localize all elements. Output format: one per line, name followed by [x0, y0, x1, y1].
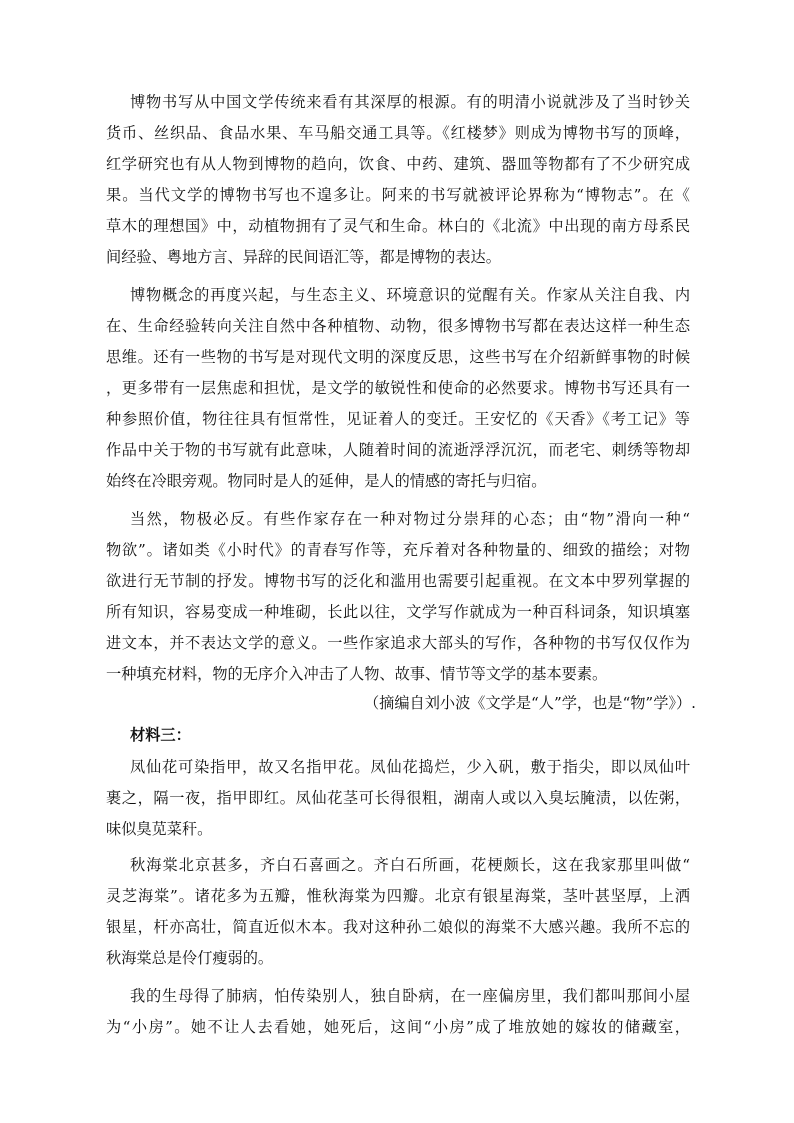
text-line: 秋海棠总是伶仃瘦弱的。	[106, 949, 274, 967]
attribution: （摘编自刘小波《文学是“人”学，也是“物”学》）.	[363, 694, 696, 712]
text-line: 当然，物极必反。有些作家存在一种对物过分崇拜的心态；由“物”滑向一种“	[130, 510, 690, 528]
text-line: 物欲”。诸如类《小时代》的青春写作等，充斥着对各种物量的、细致的描绘；对物	[106, 541, 690, 559]
text-line: 味似臭苋菜秆。	[106, 820, 213, 838]
text-line: 一种填充材料，物的无序介入冲击了人物、故事、情节等文学的基本要素。	[106, 665, 608, 683]
text-line: 红学研究也有从人物到博物的趋向，饮食、中药、建筑、器皿等物都有了不少研究成	[106, 155, 690, 173]
text-line: 欲进行无节制的抒发。博物书写的泛化和滥用也需要引起重视。在文本中罗列掌握的	[106, 572, 690, 590]
text-line: 秋海棠北京甚多，齐白石喜画之。齐白石所画，花梗颇长，这在我家那里叫做“	[130, 856, 690, 874]
text-line: ，更多带有一层焦虑和担忧，是文学的敏锐性和使命的必然要求。博物书写还具有一	[106, 379, 690, 397]
text-line: 进文本，并不表达文学的意义。一些作家追求大部头的写作，各种物的书写仅仅作为	[106, 634, 690, 652]
section-heading: 材料三：	[130, 726, 191, 744]
text-line: 灵芝海棠”。诸花多为五瓣，惟秋海棠为四瓣。北京有银星海棠，茎叶甚坚厚，上洒	[106, 887, 690, 905]
text-line: 思维。还有一些物的书写是对现代文明的深度反思，这些书写在介绍新鲜事物的时候	[106, 348, 690, 366]
text-line: 种参照价值，物往往具有恒常性，见证着人的变迁。王安忆的《天香》《考工记》等	[106, 410, 690, 428]
text-line: 银星，杆亦高壮，简直近似木本。我对这种孙二娘似的海棠不大感兴趣。我所不忘的	[106, 918, 690, 936]
text-line: 裹之，隔一夜，指甲即红。凤仙花茎可长得很粗，湖南人或以入臭坛腌渍，以佐粥，	[106, 789, 690, 807]
text-line: 货币、丝织品、食品水果、车马船交通工具等。《红楼梦》则成为博物书写的顶峰，	[106, 124, 690, 142]
text-line: 在、生命经验转向关注自然中各种植物、动物，很多博物书写都在表达这样一种生态	[106, 317, 690, 335]
text-line: 始终在冷眼旁观。物同时是人的延伸，是人的情感的寄托与归宿。	[106, 472, 547, 490]
text-line: 作品中关于物的书写就有此意味，人随着时间的流逝浮浮沉沉，而老宅、刺绣等物却	[106, 441, 690, 459]
text-line: 我的生母得了肺病，怕传染别人，独自卧病，在一座偏房里，我们都叫那间小屋	[130, 987, 690, 1005]
text-line: 博物概念的再度兴起，与生态主义、环境意识的觉醒有关。作家从关注自我、内	[130, 286, 690, 304]
text-line: 果。当代文学的博物书写也不遑多让。阿来的书写就被评论界称为“博物志”。在《	[106, 186, 690, 204]
text-line: 草木的理想国》中，动植物拥有了灵气和生命。林白的《北流》中出现的南方母系民	[106, 217, 690, 235]
text-line: 所有知识，容易变成一种堆砌，长此以往，文学写作就成为一种百科词条，知识填塞	[106, 603, 690, 621]
text-line: 为“小房”。她不让人去看她，她死后，这间“小房”成了堆放她的嫁妆的储藏室，	[106, 1018, 690, 1036]
text-line: 凤仙花可染指甲，故又名指甲花。凤仙花捣烂，少入矾，敷于指尖，即以凤仙叶	[130, 758, 690, 776]
text-line: 间经验、粤地方言、异辞的民间语汇等，都是博物的表达。	[106, 248, 501, 266]
text-line: 博物书写从中国文学传统来看有其深厚的根源。有的明清小说就涉及了当时钞关	[130, 93, 690, 111]
